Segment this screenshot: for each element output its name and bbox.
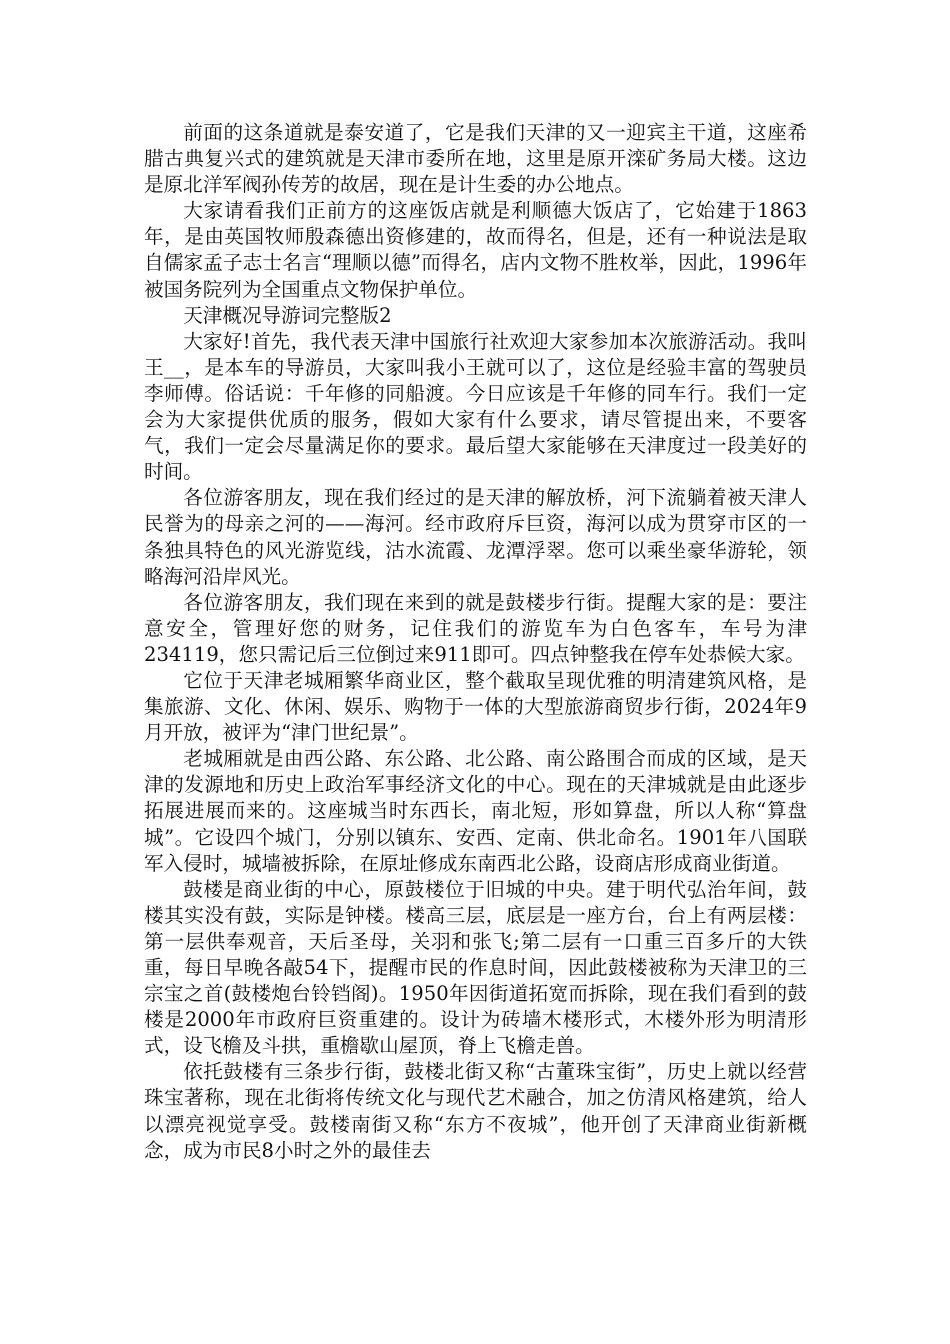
paragraph-walking-streets: 依托鼓楼有三条步行街，鼓楼北街又称“古董珠宝街”，历史上就以经营珠宝著称，现在北街将传统文化与现代艺术融合，加之仿清风格建筑，给人以漂亮视觉享受。鼓楼南街又称“东方不夜城”，他开创了天津商业街新概念，成为市民8小时之外的最佳去: [144, 1060, 807, 1162]
paragraph-welcome: 大家好!首先，我代表天津中国旅行社欢迎大家参加本次旅游活动。我叫王__，是本车的导游员，大家叫我小王就可以了，这位是经验丰富的驾驶员李师傅。俗话说：千年修的同船渡。今日应该是千年修的同车行。我们一定会为大家提供优质的服务，假如大家有什么要求，请尽管提出来，不要客气，我们一定会尽量满足你的要求。最后望大家能够在天津度过一段美好的时间。: [144, 329, 807, 484]
paragraph-commercial-area: 它位于天津老城厢繁华商业区，整个截取呈现优雅的明清建筑风格，是集旅游、文化、休闲、娱乐、购物于一体的大型旅游商贸步行街，2024年9月开放，被评为“津门世纪景”。: [144, 668, 807, 745]
paragraph-taian-road: 前面的这条道就是泰安道了，它是我们天津的又一迎宾主干道，这座希腊古典复兴式的建筑就是天津市委所在地，这里是原开滦矿务局大楼。这边是原北洋军阀孙传芳的故居，现在是计生委的办公地点。: [144, 121, 807, 197]
section-heading: 天津概况导游词完整版2: [183, 303, 392, 327]
document-body: [144, 120, 807, 1164]
paragraph-jiefang-bridge: 各位游客朋友，现在我们经过的是天津的解放桥，河下流躺着被天津人民誉为的母亲之河的——海河。经市政府斥巨资，海河以成为贯穿市区的一条独具特色的风光游览线，沽水流霞、龙潭浮翠。您可以乘坐豪华游轮，领略海河沿岸风光。: [144, 486, 807, 588]
paragraph-old-city: 老城厢就是由西公路、东公路、北公路、南公路围合而成的区域，是天津的发源地和历史上政治军事经济文化的中心。现在的天津城就是由此逐步拓展进展而来的。这座城当时东西长，南北短，形如算盘，所以人称“算盘城”。它设四个城门，分别以镇东、安西、定南、供北命名。1901年八国联军入侵时，城墙被拆除，在原址修成东南西北公路，设商店形成商业街道。: [144, 747, 807, 875]
paragraph-lishunde-hotel: 大家请看我们正前方的这座饭店就是利顺德大饭店了，它始建于1863年，是由英国牧师殷森德出资修建的，故而得名，但是，还有一种说法是取自儒家孟子志士名言“理顺以德”而得名，店内文物不胜枚举，因此，1996年被国务院列为全国重点文物保护单位。: [144, 199, 807, 301]
paragraph-gulou-street: 各位游客朋友，我们现在来到的就是鼓楼步行街。提醒大家的是：要注意安全，管理好您的财务，记住我们的游览车为白色客车，车号为津234119，您只需记后三位倒过来911即可。四点钟整我在停车处恭候大家。: [144, 590, 807, 666]
paragraph-drum-tower: 鼓楼是商业街的中心，原鼓楼位于旧城的中央。建于明代弘治年间，鼓楼其实没有鼓，实际是钟楼。楼高三层，底层是一座方台，台上有两层楼：第一层供奉观音，天后圣母，关羽和张飞;第二层有一口重三百多斤的大铁重，每日早晚各敲54下，提醒市民的作息时间，因此鼓楼被称为天津卫的三宗宝之首(鼓楼炮台铃铛阁)。1950年因街道拓宽而拆除，现在我们看到的鼓楼是2000年市政府巨资重建的。设计为砖墙木楼形式，木楼外形为明清形式，设飞檐及斗拱，重檐歇山屋顶，脊上飞檐走兽。: [144, 877, 807, 1058]
